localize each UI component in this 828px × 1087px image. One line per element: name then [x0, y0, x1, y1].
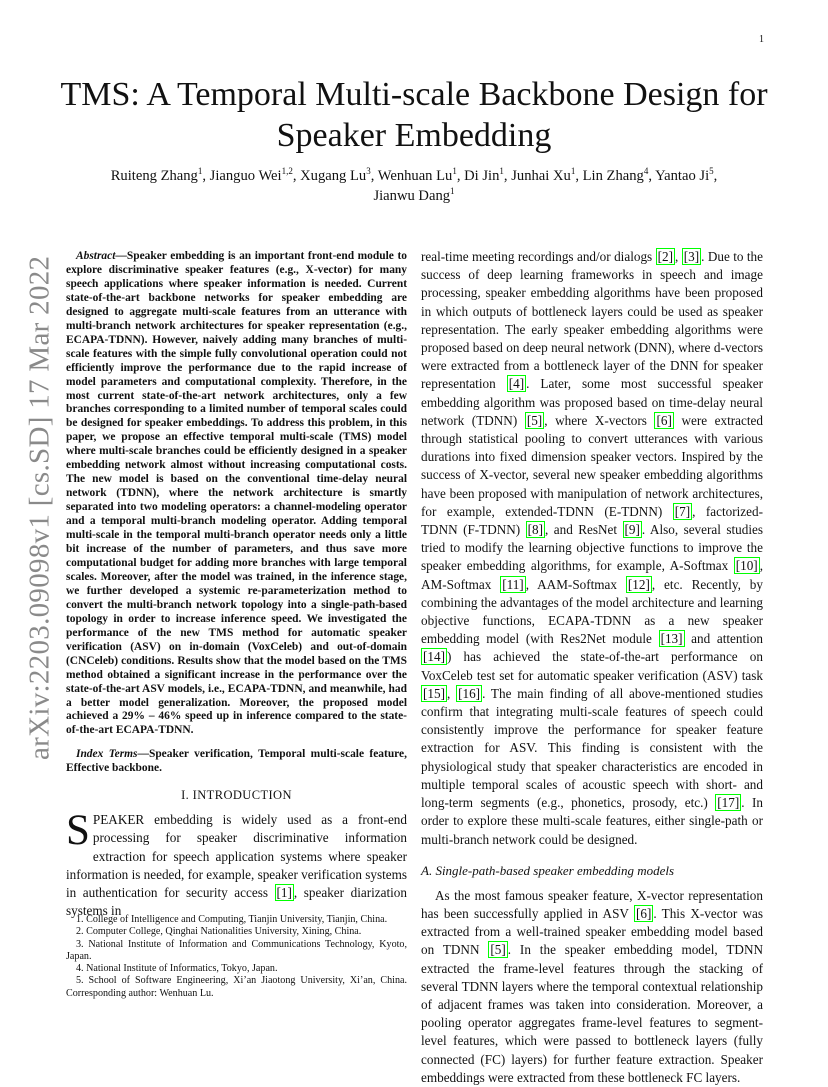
author-name: , Yantao Ji [648, 168, 710, 184]
footnote: 3. National Institute of Information and Communications Technology, Kyoto, Japan. [66, 938, 407, 962]
intro-continued-paragraph [421, 248, 763, 849]
citation-link[interactable]: [10] [735, 558, 758, 574]
citation-link[interactable]: [3] [683, 249, 700, 264]
body-text: , factorized-TDNN (F-TDNN) [421, 503, 763, 538]
affiliation-mark: 4 [643, 166, 649, 177]
body-text: real-time meeting recordings and/or dialogs [421, 249, 656, 264]
body-text: . In order to explore these multi-scale features, either single-path or multi-branch network could be designed. [421, 795, 763, 847]
body-text: ) has achieved the state-of-the-art performance on VoxCeleb test set for automatic speaker verification (ASV) task [421, 649, 763, 683]
intro-paragraph [66, 807, 407, 920]
citation-link[interactable]: [6] [656, 412, 672, 428]
affiliation-mark: 1 [499, 166, 504, 177]
citation-link[interactable]: [4] [508, 376, 525, 392]
citation-link[interactable]: [15] [423, 685, 445, 701]
body-text: were extracted through statistical pooling to convert utterances with various durations into fixed dimension speaker vectors. Inspired by the success of X-vector, several new speaker embedding algorithms have been proposed with manipulation of network architectures, for example, extended-TDNN (E-TDNN) [421, 412, 763, 519]
footnotes [66, 914, 407, 1000]
body-text: . This X-vector was extracted from a well-trained speaker embedding model based on TDNN [421, 905, 763, 958]
index-terms-label: Index Terms [76, 748, 138, 761]
body-text: , AM-Softmax [421, 558, 763, 592]
body-text: , etc. Recently, by combining the advantages of the model architecture and learning objective functions, ECAPA-TDNN as a new speaker embedding model (with Res2Net module [421, 576, 764, 647]
body-text: . Later, some most successful speaker embedding algorithm was proposed based on time-delay neural network (TDNN) [421, 376, 763, 428]
author-name: Ruiteng Zhang [110, 168, 198, 184]
footnote: 2. Computer College, Qinghai Nationalities University, Xining, China. [76, 926, 362, 938]
affiliation-mark: 1,2 [281, 166, 293, 177]
arxiv-stamp[interactable]: arXiv:2203.09098v1 [cs.SD] 17 Mar 2022 [23, 255, 56, 761]
subsection-heading: A. Single-path-based speaker embedding models [421, 862, 675, 878]
affiliation-mark: 3 [366, 166, 371, 177]
section-heading-introduction: I. INTRODUCTION [181, 788, 292, 803]
author-name: Jianwu Dang [373, 188, 451, 204]
right-column [421, 248, 763, 1087]
paper-title: TMS: A Temporal Multi-scale Backbone Design for Speaker Embedding [60, 76, 768, 154]
author-name: , Di Jin [456, 168, 500, 184]
page-number: 1 [759, 34, 764, 45]
body-text: , [446, 685, 457, 701]
author-name: , Lin Zhang [575, 168, 644, 184]
footnote: 1. College of Intelligence and Computing, Tianjin University, Tianjin, China. [76, 914, 388, 925]
author-name: , Wenhuan Lu [370, 168, 453, 184]
citation-link[interactable]: [5] [490, 942, 506, 958]
body-text: , [675, 249, 682, 264]
citation-link[interactable]: [13] [660, 631, 683, 647]
author-separator: , [713, 168, 718, 184]
body-text: and attention [684, 631, 764, 647]
citation-link[interactable]: [12] [627, 576, 650, 592]
affiliation-mark: 1 [197, 166, 203, 177]
citation-link[interactable]: [7] [674, 503, 691, 519]
citation-link[interactable]: [8] [527, 522, 544, 538]
body-text: . Also, several studies tried to modify the learning objective functions to improve the speaker embedding algorithms, for example, A-Softmax [421, 522, 763, 574]
body-text: As the most famous speaker feature, X-vector representation has been successfully applied in ASV [421, 887, 763, 921]
author-name: , Jianguo Wei [202, 168, 282, 184]
author-line-2 [70, 186, 758, 206]
author-name: , Xugang Lu [292, 168, 367, 184]
intro-text: PEAKER embedding is widely used as a front-end processing for speaker discriminative information extraction for speech application systems where speaker information is needed, for example, speaker verification systems in authentication for security access [66, 812, 407, 901]
footnote: 5. School of Software Engineering, Xi’an Jiaotong University, Xi’an, China. Corresponding author: Wenhuan Lu. [66, 975, 407, 999]
subsection-paragraph [421, 887, 763, 1087]
body-text: , and ResNet [545, 522, 623, 538]
index-terms [66, 748, 407, 776]
affiliation-mark: 1 [450, 186, 455, 197]
drop-cap: S [66, 807, 90, 855]
author-list [70, 166, 758, 206]
citation-link[interactable]: [1] [276, 885, 292, 901]
body-text: . Due to the success of deep learning frameworks in speech and image processing, speaker embedding algorithms have been proposed in which outputs of bottleneck layers could be used as speaker representation. The early speaker embedding algorithms were proposed based on deep neural network (DNN), where d-vectors were extracted from a bottleneck layer of the DNN for speaker representation [421, 249, 763, 392]
citation-link[interactable]: [14] [423, 649, 445, 665]
author-name: , Junhai Xu [503, 168, 571, 184]
affiliation-mark: 5 [709, 166, 714, 177]
body-text: . The main finding of all above-mentioned studies confirm that integrating multi-scale features of speech could consistently improve the performance for speaker feature extraction for ASV. This finding is consistent with the physiological study that speaker characteristics are encoded in multiple temporal scales of acoustic speech with short- and long-term segments (e.g., phonetics, prosody, etc.) [421, 685, 763, 811]
citation-link[interactable]: [6] [635, 905, 652, 921]
affiliation-mark: 1 [452, 166, 457, 177]
body-text: . In the speaker embedding model, TDNN extracted the frame-level features through the stacking of several TDNN layers where the temporal contextual relationship of adjacent frames was taken into consideration. Moreover, a pooling operator aggregates frame-level features to segment-level features, which were passed to bottleneck layers (fully connected (FC) layers) for further feature extraction. Speaker embeddings were extracted from these bottleneck FC layers. [421, 942, 763, 1085]
citation-link[interactable]: [2] [657, 249, 673, 264]
citation-link[interactable]: [11] [502, 576, 524, 592]
citation-link[interactable]: [9] [624, 522, 640, 538]
left-column [66, 250, 407, 920]
abstract-text: —Speaker embedding is an important front-end module to explore discriminative speaker features (e.g., X-vector) for many speech applications where speaker information is needed. Current state-of-the-art backbone networks for speaker embedding are designed to aggregate multi-scale features from an utterance with multi-branch network architectures for speaker representation (e.g., ECAPA-TDNN). However, naively adding many branches of multi-scale features with the simple fully convolutional operation could not efficiently improve the performance due to the rapid increase of model parameters and computational complexity. Therefore, in the most current state-of-the-art network architectures, only a few branches corresponding to a limited number of temporal scales could be designed for speaker embeddings. To address this problem, in this paper, we propose an effective temporal multi-scale (TMS) model where multi-scale branches could be efficiently designed in a speaker embedding network almost without increasing computational costs. The new model is based on the conventional time-delay neural network (TDNN), where the network architecture is smartly separated into two modeling operators: a channel-modeling operator and a temporal multi-branch modeling operator. Adding temporal multi-scale in the temporal multi-branch operator needs only a little bit increase of the number of parameters, and thus save more computational budget for adding more branches with large temporal scales. Moreover, after the model was trained, in the inference stage, we further developed a systemic re-parameterization method to convert the multi-branch network topology into a single-path-based topology in order to increase inference speed. We investigated the performance of the new TMS method for automatic speaker verification (ASV) on in-domain (VoxCeleb) and out-of-domain (CNCeleb) conditions. Results show that the model based on the TMS method obtained a significant increase in the performance over the state-of-the-art ASV models, i.e., ECAPA-TDNN, and meanwhile, had a better model generalization. Moreover, the proposed model achieved a 29% – 46% speed up in inference compared to the state-of-the-art ECAPA-TDNN. [66, 250, 407, 737]
author-line-1 [70, 166, 758, 186]
citation-link[interactable]: [16] [458, 685, 481, 701]
affiliation-mark: 1 [570, 166, 576, 177]
index-terms-text: —Speaker verification, Temporal multi-scale feature, Effective backbone. [66, 748, 407, 775]
citation-link[interactable]: [17] [717, 795, 740, 811]
abstract-label: Abstract [76, 250, 116, 262]
citation-link[interactable]: [5] [526, 412, 543, 428]
footnote: 4. National Institute of Informatics, Tokyo, Japan. [76, 963, 278, 975]
body-text: , AAM-Softmax [525, 576, 626, 592]
body-text: , where X-vectors [544, 412, 655, 428]
abstract [66, 250, 407, 738]
intro-text: , speaker diarization systems in [66, 885, 407, 919]
